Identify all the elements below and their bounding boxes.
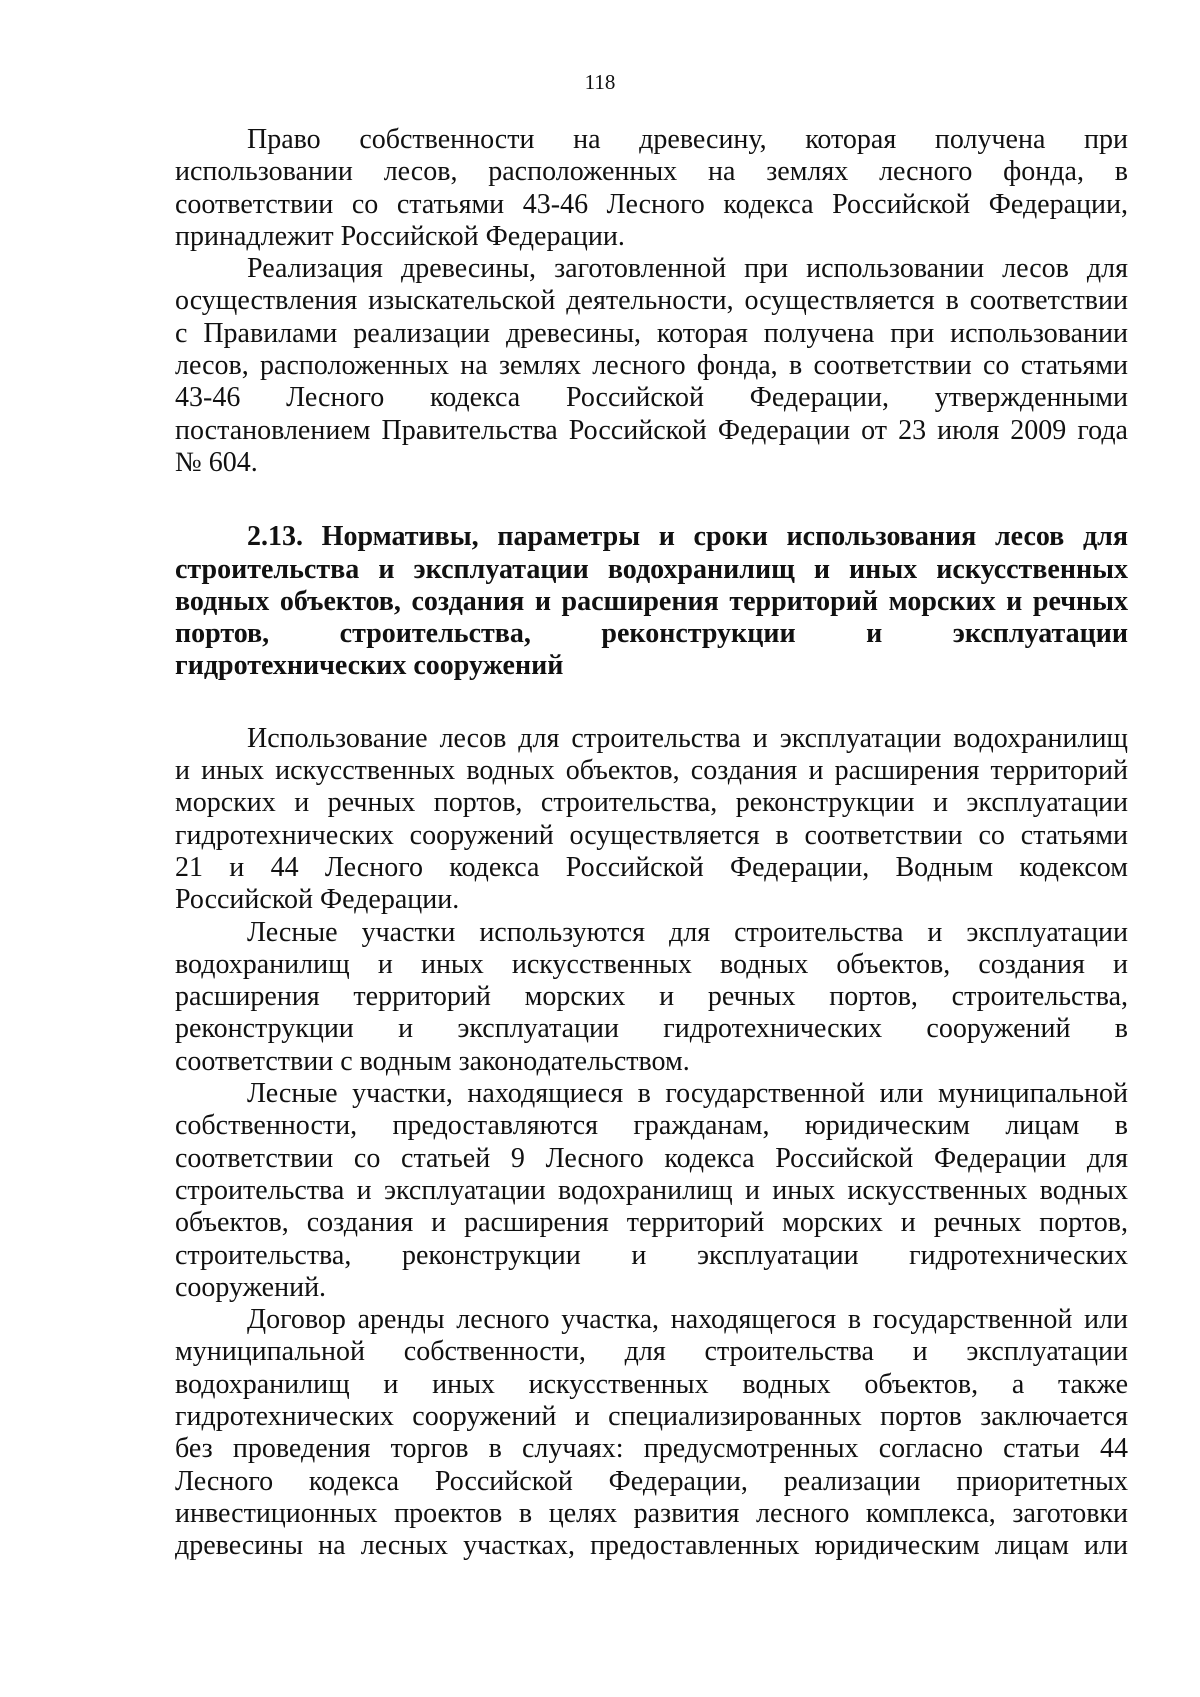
- heading-line: гидротехнических сооружений: [175, 650, 564, 682]
- text-line: без проведения торгов в случаях: предусмотренных согласно статьи 44: [175, 1433, 1128, 1465]
- heading-line: строительства и эксплуатации водохранилищ и иных искусственных: [175, 553, 1128, 585]
- text-line: объектов, создания и расширения территорий морских и речных портов,: [175, 1207, 1128, 1239]
- paragraph-forest-use: [175, 723, 1128, 917]
- text-line: Использование лесов для строительства и эксплуатации водохранилищ: [247, 722, 1128, 754]
- section-heading: [175, 521, 1128, 682]
- heading-line: водных объектов, создания и расширения территорий морских и речных: [175, 585, 1128, 617]
- text-line: древесины на лесных участках, предоставленных юридическим лицам или: [175, 1530, 1128, 1562]
- text-line: 21 и 44 Лесного кодекса Российской Федерации, Водным кодексом: [175, 851, 1128, 883]
- paragraph-timber-ownership: [175, 124, 1128, 253]
- text-line: Лесные участки используются для строительства и эксплуатации: [247, 916, 1128, 948]
- text-line: 43-46 Лесного кодекса Российской Федерации, утвержденными: [175, 382, 1128, 414]
- paragraph-plots-provided: [175, 1078, 1128, 1304]
- text-line: реконструкции и эксплуатации гидротехнических сооружений в: [175, 1013, 1128, 1045]
- paragraph-lease-agreement: [175, 1304, 1128, 1562]
- text-line: инвестиционных проектов в целях развития лесного комплекса, заготовки: [175, 1497, 1128, 1529]
- text-line: осуществления изыскательской деятельности, осуществляется в соответствии: [175, 285, 1128, 317]
- text-line: Договор аренды лесного участка, находящегося в государственной или: [247, 1304, 1128, 1336]
- text-line: Лесного кодекса Российской Федерации, реализации приоритетных: [175, 1465, 1128, 1497]
- document-body: [175, 124, 1128, 1562]
- text-line: строительства и эксплуатации водохранилищ и иных искусственных водных: [175, 1174, 1128, 1206]
- text-line: Право собственности на древесину, которая получена при: [247, 124, 1128, 155]
- text-line: водохранилищ и иных искусственных водных объектов, создания и: [175, 948, 1128, 980]
- text-line: расширения территорий морских и речных портов, строительства,: [175, 981, 1128, 1013]
- text-line: соответствии со статьями 43-46 Лесного кодекса Российской Федерации,: [175, 188, 1128, 220]
- page-number: 118: [584, 70, 616, 94]
- text-line: Российской Федерации.: [175, 884, 460, 916]
- text-line: и иных искусственных водных объектов, создания и расширения территорий: [175, 755, 1128, 787]
- paragraph-plots-used: [175, 917, 1128, 1078]
- text-line: с Правилами реализации древесины, которая получена при использовании: [175, 317, 1128, 349]
- text-line: постановлением Правительства Российской Федерации от 23 июля 2009 года: [175, 414, 1128, 446]
- text-line: сооружений.: [175, 1271, 327, 1303]
- text-line: строительства, реконструкции и эксплуатации гидротехнических: [175, 1239, 1128, 1271]
- text-line: соответствии со статьей 9 Лесного кодекса Российской Федерации для: [175, 1142, 1128, 1174]
- text-line: соответствии с водным законодательством.: [175, 1045, 690, 1077]
- text-line: лесов, расположенных на землях лесного фонда, в соответствии со статьями: [175, 350, 1128, 382]
- text-line: гидротехнических сооружений и специализированных портов заключается: [175, 1400, 1128, 1432]
- text-line: № 604.: [175, 446, 258, 478]
- text-line: Реализация древесины, заготовленной при использовании лесов для: [247, 253, 1128, 285]
- paragraph-timber-sale: [175, 253, 1128, 479]
- heading-line: 2.13. Нормативы, параметры и сроки использования лесов для: [247, 521, 1128, 553]
- text-line: морских и речных портов, строительства, реконструкции и эксплуатации: [175, 787, 1128, 819]
- text-line: водохранилищ и иных искусственных водных объектов, а также: [175, 1368, 1128, 1400]
- text-line: гидротехнических сооружений осуществляется в соответствии со статьями: [175, 819, 1128, 851]
- text-line: использовании лесов, расположенных на землях лесного фонда, в: [175, 156, 1128, 188]
- text-line: муниципальной собственности, для строительства и эксплуатации: [175, 1336, 1128, 1368]
- text-line: собственности, предоставляются гражданам, юридическим лицам в: [175, 1110, 1128, 1142]
- text-line: принадлежит Российской Федерации.: [175, 220, 625, 252]
- text-line: Лесные участки, находящиеся в государственной или муниципальной: [247, 1078, 1128, 1110]
- heading-line: портов, строительства, реконструкции и эксплуатации: [175, 618, 1128, 650]
